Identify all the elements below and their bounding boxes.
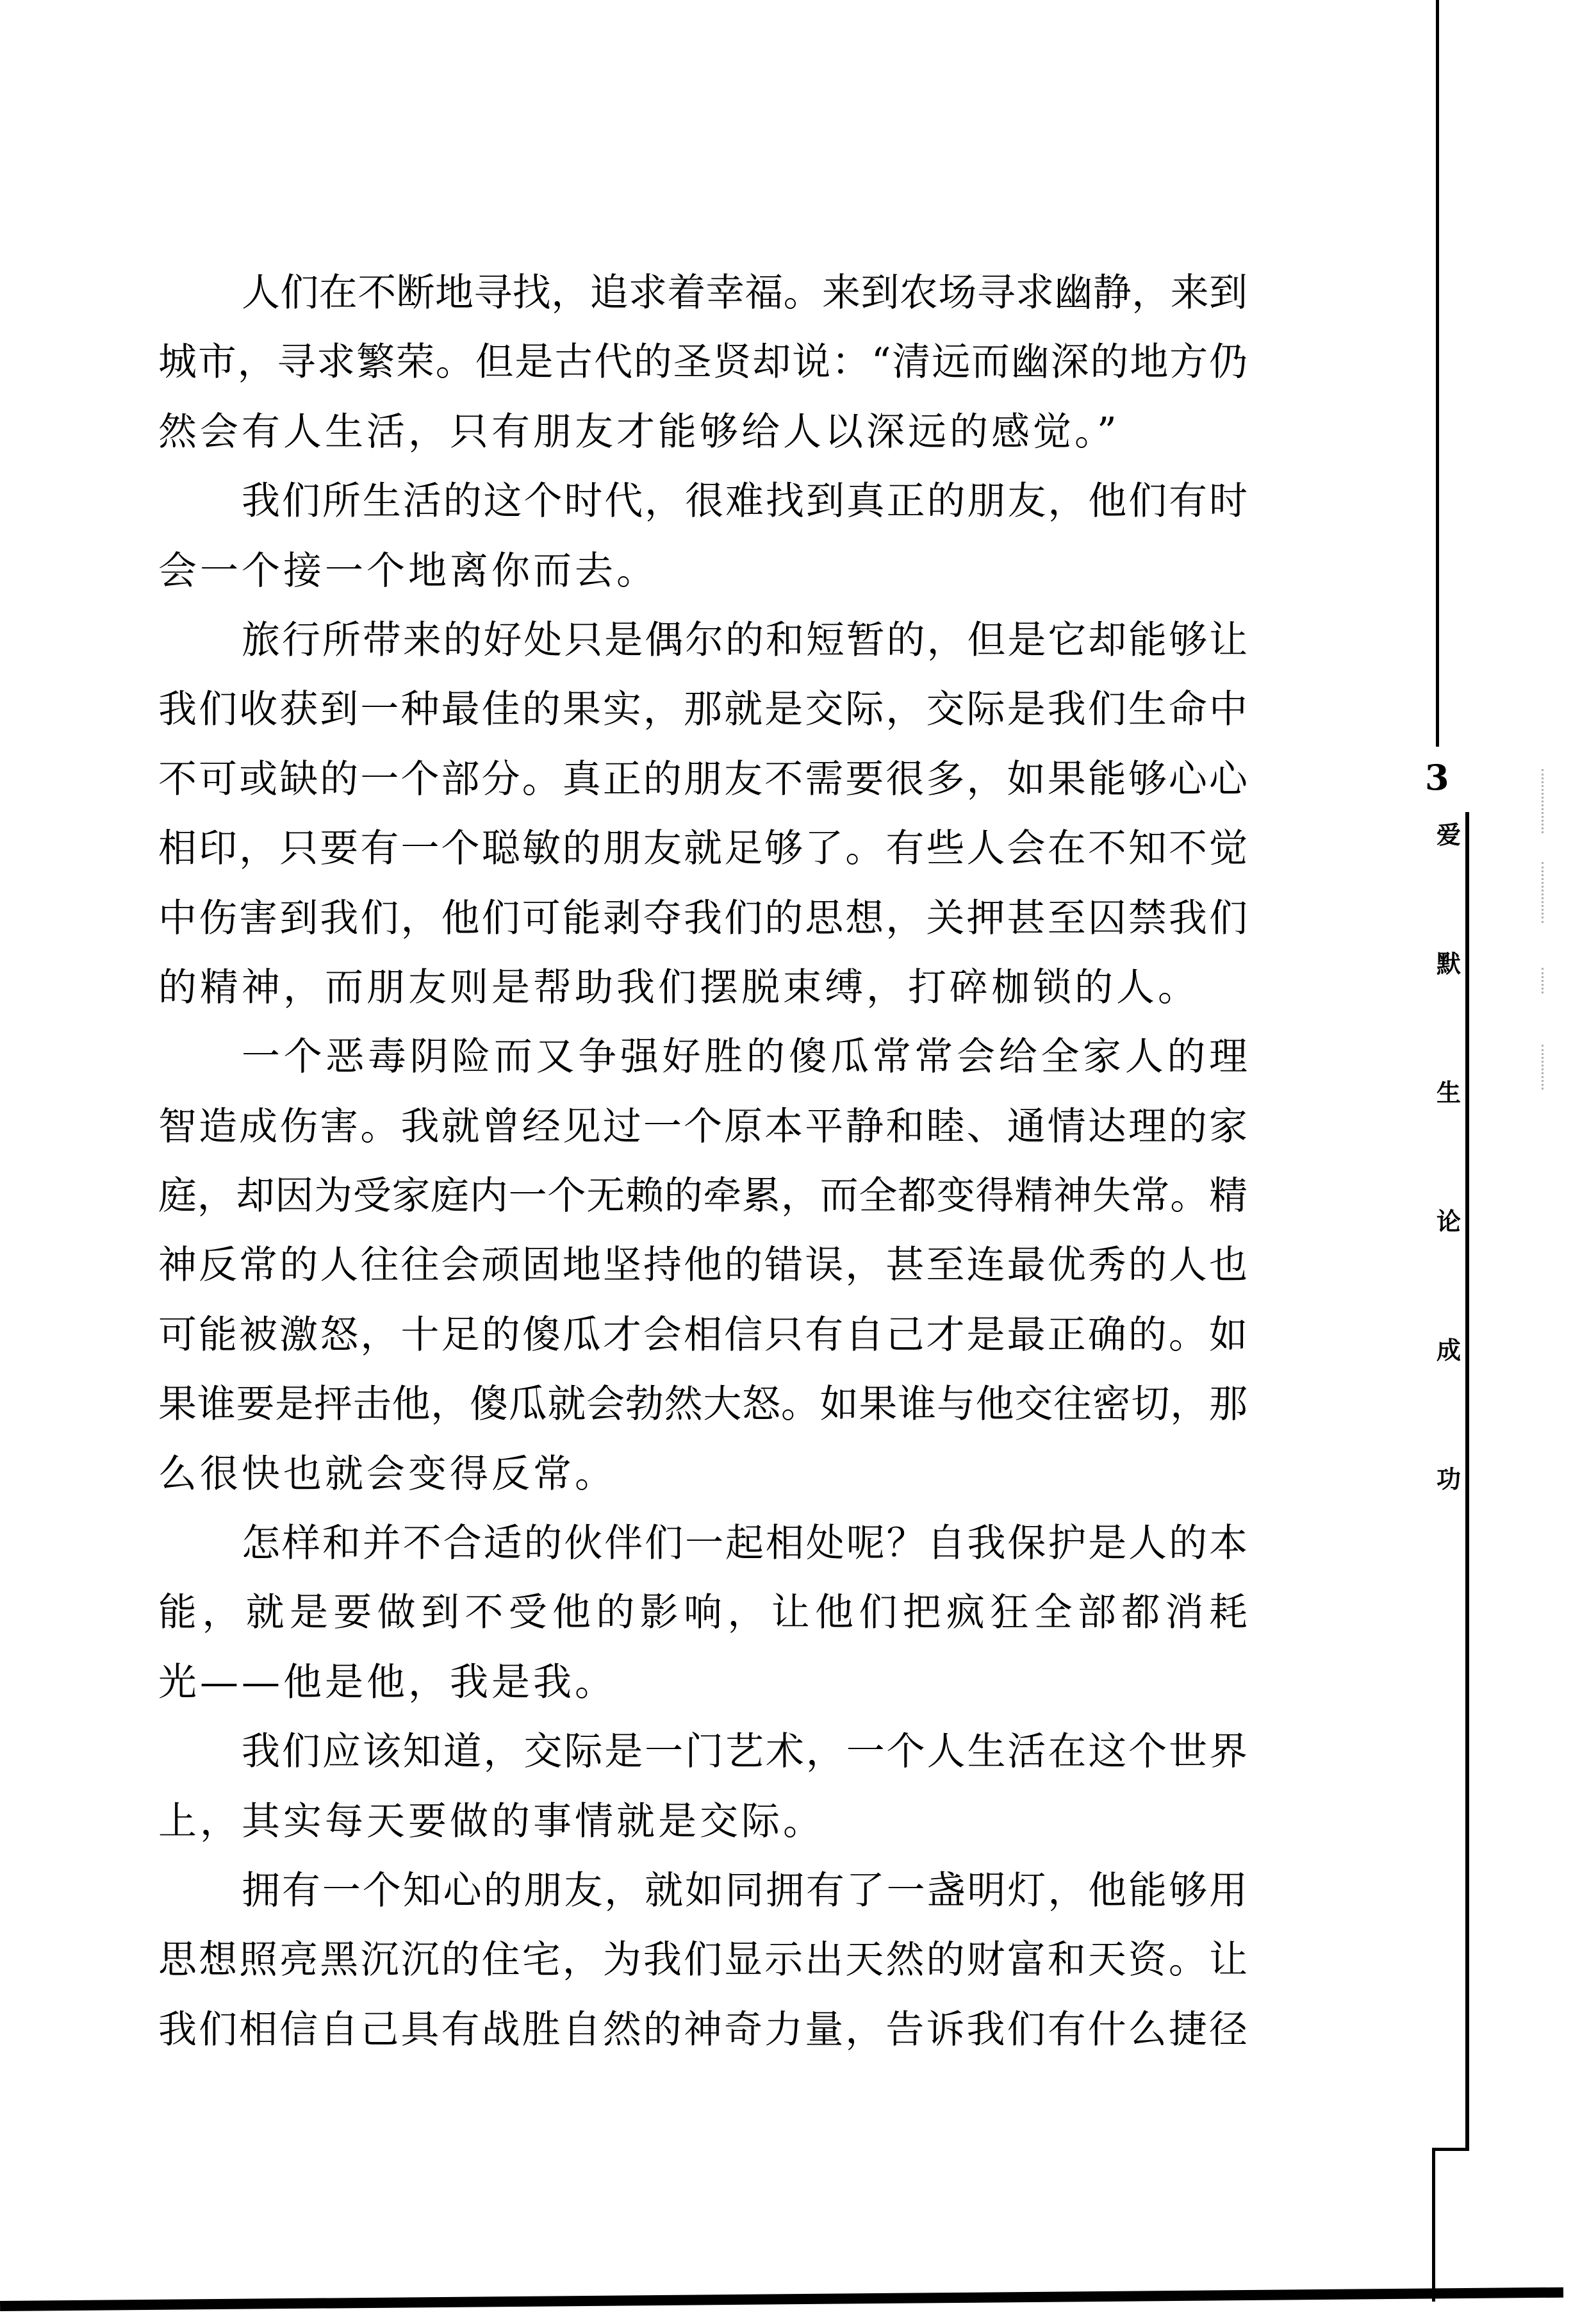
running-title-char: 默 [1436,949,1461,978]
paragraph-3-line-3: 不可或缺的一个部分。真正的朋友不需要很多，如果能够心心 [158,756,1247,802]
body-text [158,258,1247,2064]
paragraph-3-line-1: 旅行所带来的好处只是偶尔的和短暂的，但是它却能够让 [242,617,1247,663]
paragraph-4-line-1: 一个恶毒阴险而又争强好胜的傻瓜常常会给全家人的理 [242,1034,1247,1080]
paragraph-4-line-3: 庭，却因为受家庭内一个无赖的牵累，而全都变得精神失常。精 [158,1174,1247,1219]
paragraph-3-line-4: 相印，只要有一个聪敏的朋友就足够了。有些人会在不知不觉 [158,826,1247,872]
paragraph-5-line-2: 能，就是要做到不受他的影响，让他们把疯狂全部都消耗 [158,1590,1247,1636]
scan-bleed-mark [1542,968,1545,993]
paragraph-5-line-1: 怎样和并不合适的伙伴们一起相处呢？自我保护是人的本 [242,1521,1247,1566]
margin-rule-lower [1432,2148,1435,2302]
running-title-char: 爱 [1436,820,1461,849]
scan-bleed-mark [1542,769,1545,833]
running-title-char: 功 [1436,1465,1461,1493]
paragraph-5-line-3: 光——他是他，我是我。 [158,1659,616,1705]
paragraph-2-line-2: 会一个接一个地离你而去。 [158,548,658,593]
margin-rule-top [1436,0,1439,747]
bottom-scan-edge [0,2287,1563,2311]
paragraph-1-line-3: 然会有人生活，只有朋友才能够给人以深远的感觉。” [158,409,1120,454]
paragraph-4-line-4: 神反常的人往往会顽固地坚持他的错误，甚至连最优秀的人也 [158,1243,1247,1288]
paragraph-1-line-1: 人们在不断地寻找，追求着幸福。来到农场寻求幽静，来到 [242,270,1247,315]
margin-rule-step [1432,2148,1469,2151]
paragraph-4-line-2: 智造成伤害。我就曾经见过一个原本平静和睦、通情达理的家 [158,1104,1247,1149]
running-title-char: 生 [1436,1078,1461,1107]
paragraph-2-line-1: 我们所生活的这个时代，很难找到真正的朋友，他们有时 [242,479,1247,524]
paragraph-7-line-3: 我们相信自己具有战胜自然的神奇力量，告诉我们有什么捷径 [158,2007,1247,2052]
running-title-char: 成 [1436,1336,1461,1365]
paragraph-4-line-7: 么很快也就会变得反常。 [158,1451,616,1497]
paragraph-6-line-2: 上，其实每天要做的事情就是交际。 [158,1798,825,1844]
scan-bleed-mark [1542,1045,1545,1090]
paragraph-7-line-1: 拥有一个知心的朋友，就如同拥有了一盏明灯，他能够用 [242,1868,1247,1913]
paragraph-1-line-2: 城市，寻求繁荣。但是古代的圣贤却说：“清远而幽深的地方仍 [158,340,1247,385]
scan-bleed-mark [1542,862,1545,923]
running-title-char: 论 [1436,1207,1461,1236]
paragraph-7-line-2: 思想照亮黑沉沉的住宅，为我们显示出天然的财富和天资。让 [158,1938,1247,1983]
paragraph-3-line-5: 中伤害到我们，他们可能剥夺我们的思想，关押甚至囚禁我们 [158,895,1247,941]
paragraph-4-line-6: 果谁要是抨击他，傻瓜就会勃然大怒。如果谁与他交往密切，那 [158,1382,1247,1427]
margin-rule-main [1465,812,1469,2150]
paragraph-4-line-5: 可能被激怒，十足的傻瓜才会相信只有自己才是最正确的。如 [158,1312,1247,1357]
paragraph-3-line-2: 我们收获到一种最佳的果实，那就是交际，交际是我们生命中 [158,687,1247,733]
paragraph-6-line-1: 我们应该知道，交际是一门艺术，一个人生活在这个世界 [242,1729,1247,1775]
paragraph-3-line-6: 的精神，而朋友则是帮助我们摆脱束缚，打碎枷锁的人。 [158,965,1199,1010]
page-number: 3 [1425,757,1449,798]
